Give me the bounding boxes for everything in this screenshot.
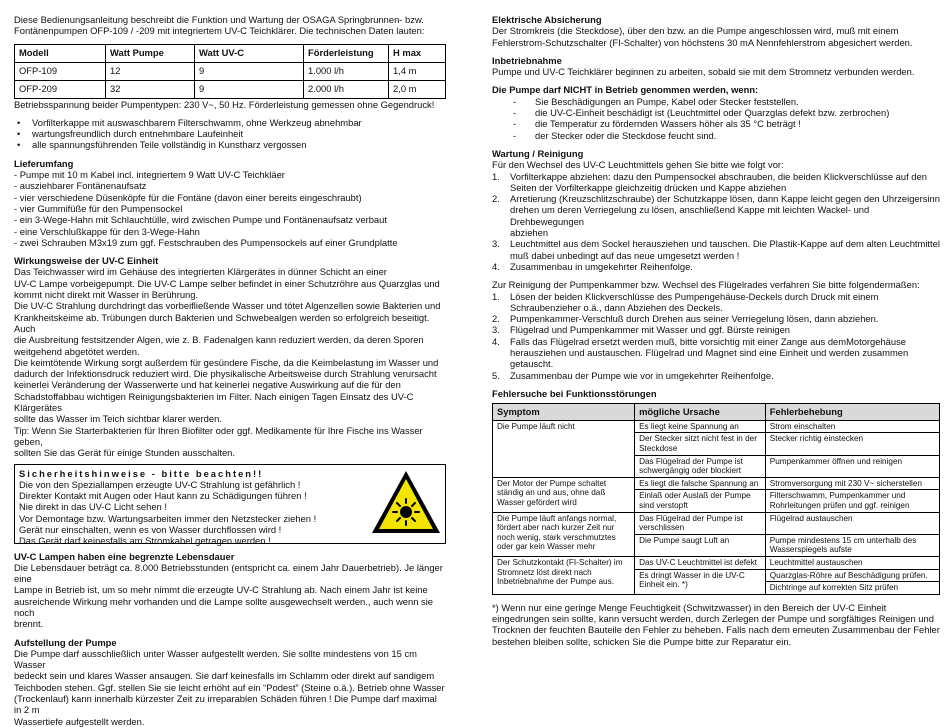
lieferumfang-list: - Pumpe mit 10 m Kabel incl. integriertem 9 Watt UV-C Teichkläer - ausziehbarer Fontänenaufsatz - vier verschiedene Düsenköpfe für die Fontäne (davon einer bereits eingeschraubt) - vier Gummifüße für den Pumpensockel - ein 3-Wege-Hahn mit Schlauchtülle, wird zwischen Pumpe und Fontänenaufsatz verbaut - eine Verschlußkappe für den 3-Wege-Hahn - zwei Schrauben M3x19 zum ggf. Festschrauben des Pumpensockels auf einer Grundplatte [14,169,398,248]
list-item: - der Stecker oder die Steckdose feucht sind. [492,130,940,141]
table-row: Es dringt Wasser in die UV-C Einheit ein. *) Quarzglas-Röhre auf Beschädigung prüfen. [493,569,940,582]
uv-radiation-warning-icon [370,468,442,536]
safety-heading: Sicherheitshinweise - bitte beachten!! [19,467,264,479]
fault-header: mögliche Ursache [635,404,766,421]
spec-header: Förderleistung [304,44,389,62]
intro: Diese Bedienungsanleitung beschreibt die Funktion und Wartung der OSAGA Springbrunnen- bzw. Fontänenpumpen OFP-109 / -209 mit integriertem UV-C Teichklärer. Die technischen Daten lauten: [14,14,425,37]
list-item: 4. Zusammenbau in umgekehrter Reihenfolge. [492,260,693,272]
spec-header: Watt UV-C [195,44,304,62]
spec-header: Watt Pumpe [106,44,195,62]
list-item: 4. Falls das Flügelrad ersetzt werden muß, bitte vorsichtig mit einer Zange aus demMotorgehäuse herausziehen und austauschen. Flügelrad und Magnet sind eine Einheit und werden zusammen getauscht. [492,335,909,370]
aufstellung-text: Die Pumpe darf ausschließlich unter Wasser aufgestellt werden. Sie sollte mindestens von 15 cm Wasser bedeckt sein und klares Wasser ansaugen. Sie darf keinesfalls im Schlamm oder direkt auf sandigem Teichboden stehen. Ggf. stellen Sie sie leicht erhöht auf ein “Podest” (Steine o.ä.). Betrieb ohne Wasser (Trockenlauf) kann innerhalb kürzester Zeit zu irreparablen Schäden führen ! Die Pumpe darf maximal in 2 m Wassertiefe aufgestellt werden. [14,647,445,727]
table-row: OFP-109 12 9 1.000 l/h 1,4 m [15,62,446,80]
list-item: • wartungsfreundlich durch entnehmbare Laufeinheit [14,128,446,139]
spec-table [14,44,446,99]
table-row: Dichtringe auf korrekten Sitz prüfen [493,582,940,595]
section-title: Elektrische Absicherung [492,14,602,25]
list-item: 2. Pumpenkammer-Verschluß durch Drehen aus seiner Verriegelung lösen, dann abziehen. [492,313,879,325]
spec-note: Betriebsspannung beider Pumpentypen: 230 V~, 50 Hz. Förderleistung gemessen ohne Gegendruck! [14,98,435,110]
section-title: Wartung / Reinigung [492,147,584,159]
kammer-steps [492,291,940,381]
list-item: 1. Lösen der beiden Klickverschlüsse des Pumpengehäuse-Deckels durch Druck mit einem Schraubenzieher o.ä., dann Abziehen des Deckels. [492,290,879,313]
section-title: UV-C Lampen haben eine begrenzte Lebensdauer [14,550,235,562]
safety-box: Sicherheitshinweise - bitte beachten!! Die von den Speziallampen erzeugte UV-C Strahlung ist gefährlich ! Direkter Kontakt mit Augen oder Haut kann zu Schädigungen führen ! Nie direkt in das UV-C Licht sehen ! Vor Demontage bzw. Wartungsarbeiten immer den Netzstecker ziehen ! Gerät nur einschalten, wenn es von Wasser durchflossen wird ! Das Gerät darf keinesfalls am Stromkabel getragen werden ! [14,464,446,544]
section-title: Lieferumfang [14,157,74,169]
wirkung-text: Das Teichwasser wird im Gehäuse des integrierten Klärgerätes in dünner Schicht an einer UV-C Lampe vorbeigepumpt. Die UV-C Lampe selber befindet in einer Schutzröhre aus Quarzglas und kommt nicht direkt mit Wasser in Berührung. Die UV-C Strahlung durchdringt das vorbeifließende Wasser und tötet Algenzellen sowie Bakterien und Krankheitskeime ab. Trübungen durch Bakterien und Schwebealgen werden so erfolgreich beseitigt. Auch die Ausbreitung festsitzender Algen, wie z. B. Fadenalgen kann reduziert werden, da deren Sporen weitgehend abgetötet werden. Die keimtötende Wirkung sorgt außerdem für gesündere Fische, da die Keimbelastung im Wasser und dadurch der Infektionsdruck reduziert wird. Die physikalische Arbeitsweise durch Strahlung verursacht keinerlei Veränderung der Wasserwerte und hat keinerlei negative Auswirkung auf die für den Schadstoffabbau wichtigen Reinigungsbakterien im Filter. Nach einigen Tagen Einsatz des UV-C Klärgerätes sollte das Wasser im Teich sichtbar klarer werden. Tip: Wenn Sie Starterbakterien für Ihren Biofilter oder ggf. Medikamente für Ihre Fische ins Wasser geben, sollten Sie das Gerät für einige Stunden ausschalten. [14,266,441,459]
footnote: *) Wenn nur eine geringe Menge Feuchtigkeit (Schwitzwasser) in den Bereich der UV-C Einheit eingedrungen sein sollte, kann versucht werden, durch Zerlegen der Pumpe und sorgfältiges Reinigen und Trocknen der feuchten Bauteile den Fehler zu beheben. Falls nach dem erneuten Zusammenbau der Fehler bestehen bleiben sollte, schicken Sie die Pumpe bitte zur Reparatur ein. [492,601,940,647]
warning-list [492,96,940,141]
left-column [14,14,446,727]
fault-table [492,403,940,595]
list-item: 3. Flügelrad und Pumpenkammer mit Wasser und ggf. Bürste reinigen [492,324,790,336]
table-row: Einlaß oder Auslaß der Pumpe sind verstopft Filterschwamm, Pumpenkammer und Rohrleitungen prüfen und ggf. reinigen [493,490,940,512]
table-row: Die Pumpe läuft anfangs normal, fördert aber nach kurzer Zeit nur noch wenig, stark verschmutztes oder gar kein Wasser mehr Das Flügelrad der Pumpe ist verschlissen Flügelrad austauschen [493,512,940,534]
right-column: Elektrische Absicherung Der Stromkreis (die Steckdose), über den bzw. an die Pumpe angeschlossen wird, muß mit einem Fehlerstrom-Schutzschalter (FI-Schalter) von höchstens 30 mA Nennfehlerstrom abgesichert werden. Inbetriebnahme Pumpe und UV-C Teichklärer beginnen zu arbeiten, sobald sie mit dem Stromnetz verbunden werden. Die Pumpe darf NICHT in Betrieb genommen werden, wenn: - Sie Beschädigungen an Pumpe, Kabel oder Stecker feststellen. - die UV-C-Einheit beschädigt ist (Leuchtmittel oder Quarzglas defekt bzw. zerbrochen) - die Temperatur zu fördernden Wassers höher als 35 °C beträgt ! - der Stecker oder die Steckdose feucht sind. Wartung / Reinigung Für den Wechsel des UV-C Leuchtmittels gehen Sie bitte wie folgt vor: 1. Vorfilterkappe abziehen: dazu den Pumpensockel abschrauben, die beiden Klickverschlüsse auf den Seiten der Vorfilterkappe gleichzeitig drücken und Kappe abziehen 2. Arretierung (Kreuzschlitzschraube) der Schutzkappe lösen, dann Kappe leicht gegen den Uhrzeigersinn drehen um deren Verriegelung zu lösen, anschließend Kappe mit leichten Wackel- und Drehbewegungen abziehen 3. Leuchtmittel aus dem Sockel herausziehen und tauschen. Die Plastik-Kappe auf dem alten Leuchtmittel muß dabei unbedingt auf das neue umgesetzt werden ! 4. Zusammenbau in umgekehrter Reihenfolge. Zur Reinigung der Pumpenkammer bzw. Wechsel des Flügelrades verfahren Sie bitte folgendermaßen: 1. Lösen der beiden Klickverschlüsse des Pumpengehäuse-Deckels durch Druck mit einem Schraubenzieher o.ä., dann Abziehen des Deckels. 2. Pumpenkammer-Verschluß durch Drehen aus seiner Verriegelung lösen, dann abziehen. 3. Flügelrad und Pumpenkammer mit Wasser und ggf. Bürste reinigen 4. Falls das Flügelrad ersetzt werden muß, bitte vorsichtig mit einer Zange aus demMotorgehäuse herausziehen und austauschen. Flügelrad und Magnet sind eine Einheit und werden zusammen getauscht. 5. Zusammenbau der Pumpe wie vor in umgekehrter Reihenfolge. Fehlersuche bei Funktionsstörungen Symptom mögliche Ursache Fehlerbehebung Die Pumpe läuft nicht Es liegt keine Spannung an Strom einschalten Der Stecker sitzt nicht fest in der Steckdose Stecker richtig einstecken Das Flügelrad der Pumpe ist schwergängig oder blockiert Pumpenkammer öffnen und reinigen Der Motor der Pumpe schaltet ständig an und aus, ohne daß Wasser gefördert wird Es liegt die falsche Spannung an Stromversorgung mit 230 V~ sicherstellen Einlaß oder Auslaß der Pumpe sind verstopft Filterschwamm, Pumpenkammer und Rohrleitungen prüfen und ggf. reinigen Die Pumpe läuft anfangs normal, fördert aber nach kurzer Zeit nur noch wenig, stark verschmutztes oder gar kein Wasser mehr Das Flügelrad der Pumpe ist verschlissen Flügelrad austauschen Die Pumpe saugt Luft an Pumpe mindestens 15 cm unterhalb des Wasserspiegels aufste Der Schutzkontakt (FI-Schalter) im Stromnetz löst direkt nach Inbetriebnahme der Pumpe aus. Das UV-C Leuchtmittel ist defekt Leuchtmittel austauschen Es dringt Wasser in die UV-C Einheit ein. *) Quarzglas-Röhre auf Beschädigung prüfen. Dichtringe auf korrekten Sitz prüfen *) Wenn nur eine geringe Menge Feuchtigkeit (Schwitzwasser) in den Bereich der UV-C Einheit eingedrungen sein sollte, kann versucht werden, durch Zerlegen der Pumpe und sorgfältiges Reinigen und Trocknen der feuchten Bauteile den Fehler zu beheben. Falls nach dem erneuten Zusammenbau der Fehler bestehen bleiben sollte, schicken Sie die Pumpe bitte zur Reparatur ein. [492,14,940,647]
section-title: Fehlersuche bei Funktionsstörungen [492,387,657,399]
table-row: Das Flügelrad der Pumpe ist schwergängig oder blockiert Pumpenkammer öffnen und reinigen [493,455,940,477]
list-item: - die Temperatur zu fördernden Wassers höher als 35 °C beträgt ! [492,118,940,129]
feature-list [14,117,446,151]
list-item: - die UV-C-Einheit beschädigt ist (Leuchtmittel oder Quarzglas defekt bzw. zerbrochen) [492,107,940,118]
list-item: 2. Arretierung (Kreuzschlitzschraube) der Schutzkappe lösen, dann Kappe leicht gegen den Uhrzeigersinn drehen um deren Verriegelung zu lösen, anschließend Kappe mit leichten Wackel- und Drehbewegungen abziehen [492,193,940,239]
table-row: Der Motor der Pumpe schaltet ständig an und aus, ohne daß Wasser gefördert wird Es liegt die falsche Spannung an Stromversorgung mit 230 V~ sicherstellen [493,477,940,490]
fault-header: Fehlerbehebung [765,404,939,421]
list-item: 1. Vorfilterkappe abziehen: dazu den Pumpensockel abschrauben, die beiden Klickverschlüsse auf den Seiten der Vorfilterkappe gleichzeitig drücken und Kappe abziehen [492,170,927,193]
table-row: Der Stecker sitzt nicht fest in der Steckdose Stecker richtig einstecken [493,433,940,455]
section-title: Aufstellung der Pumpe [14,636,117,648]
list-item: 3. Leuchtmittel aus dem Sockel herausziehen und tauschen. Die Plastik-Kappe auf dem alten Leuchtmittel muß dabei unbedingt auf das neue umgesetzt werden ! [492,238,940,261]
fault-header: Symptom [493,404,635,421]
wartung-steps [492,171,940,273]
list-item: 5. Zusammenbau der Pumpe wie vor in umgekehrter Reihenfolge. [492,369,774,381]
list-item: • alle spannungsführenden Teile vollständig in Kunstharz vergossen [14,139,446,150]
table-row: OFP-209 32 9 2.000 l/h 2,0 m [15,80,446,98]
spec-header: H max [389,44,446,62]
spec-header: Modell [15,44,106,62]
table-row: Die Pumpe läuft nicht Es liegt keine Spannung an Strom einschalten [493,420,940,433]
table-row: Die Pumpe saugt Luft an Pumpe mindestens 15 cm unterhalb des Wasserspiegels aufste [493,534,940,556]
list-item: - Sie Beschädigungen an Pumpe, Kabel oder Stecker feststellen. [492,96,940,107]
section-title: Wirkungsweise der UV-C Einheit [14,255,159,267]
section-title: Inbetriebnahme [492,54,562,66]
lampen-text: Die Lebensdauer beträgt ca. 8.000 Betriebsstunden (entspricht ca. einem Jahr Dauerbetrieb). Je länger eine Lampe in Betrieb ist, um so mehr nimmt die erzeugte UV-C Strahlung ab. Nach einem Jahr ist keine ausreichende Wirkung mehr vorhanden und die Lampe sollte ausgewechselt werden., auch wenn sie noch brennt. [14,561,443,630]
section-title: Die Pumpe darf NICHT in Betrieb genommen werden, wenn: [492,84,759,96]
list-item: • Vorfilterkappe mit auswaschbarem Filterschwamm, ohne Werkzeug abnehmbar [14,117,446,128]
table-row: Der Schutzkontakt (FI-Schalter) im Stromnetz löst direkt nach Inbetriebnahme der Pumpe aus. Das UV-C Leuchtmittel ist defekt Leuchtmittel austauschen [493,556,940,569]
